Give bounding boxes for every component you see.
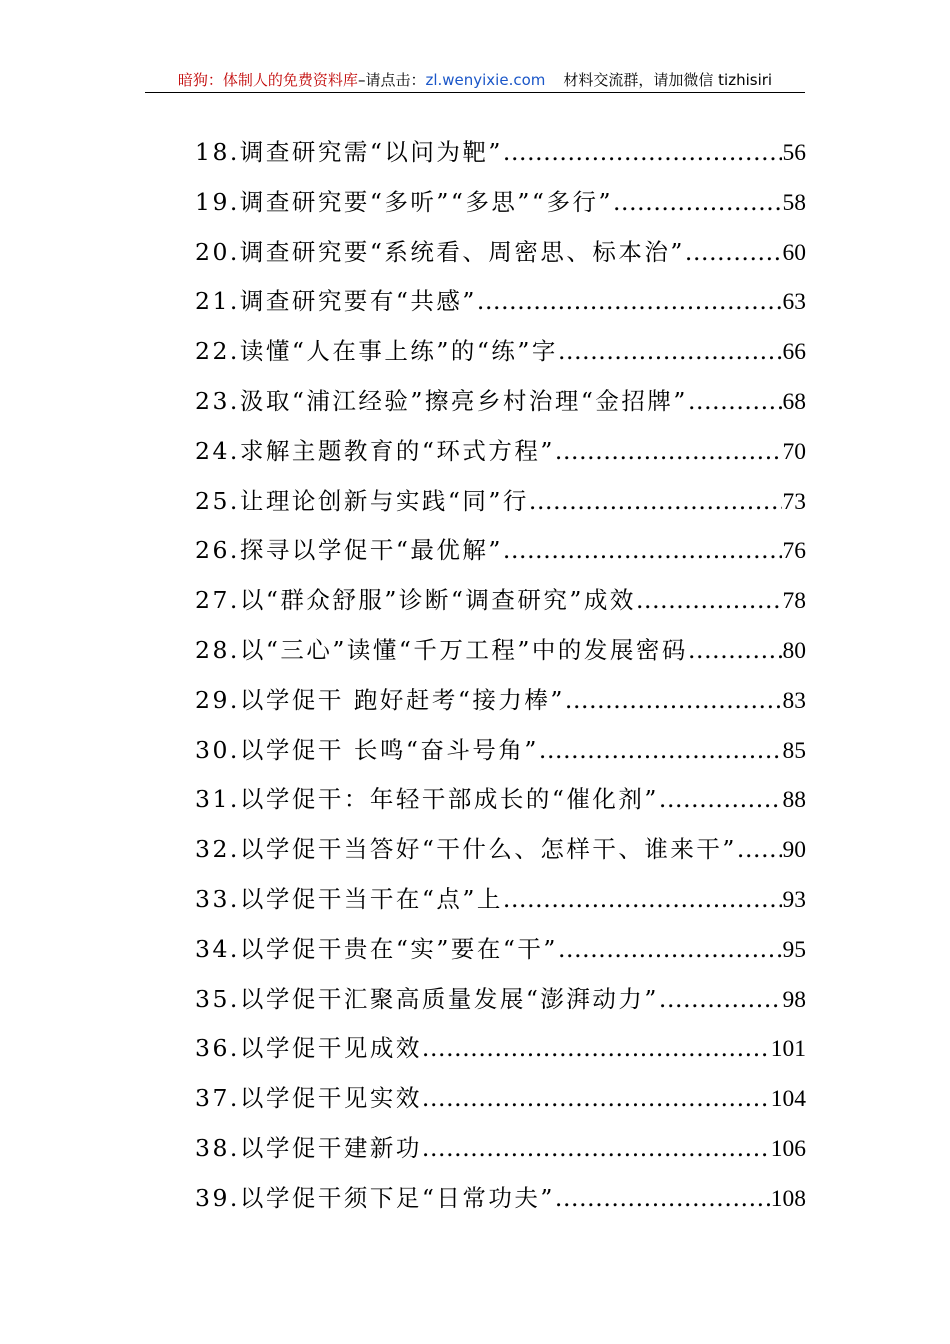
toc-dot-leader [636,580,782,620]
header-group-text: 材料交流群，请加微信 tizhisiri [563,71,773,89]
toc-entry-page-number: 101 [770,1036,806,1063]
toc-entry-page-number: 88 [782,787,806,814]
toc-dot-leader [565,680,782,720]
header-link[interactable]: zl.wenyixie.com [425,71,546,89]
toc-entry-page-number: 58 [782,189,806,216]
toc-entry-page-number: 95 [782,936,806,963]
toc-entry-title: 29.以学促干 跑好赶考“接力棒” [195,685,565,714]
toc-entry-page-number: 80 [782,637,806,664]
toc-entry[interactable] [195,829,806,879]
toc-entry[interactable] [195,1128,806,1178]
toc-entry[interactable] [195,232,806,282]
toc-entry-title: 36.以学促干见成效 [195,1034,422,1063]
toc-dot-leader [555,431,782,471]
page-header [145,68,805,93]
toc-entry-page-number: 70 [782,438,806,465]
toc-entry-page-number: 63 [782,289,806,316]
toc-entry[interactable] [195,530,806,580]
toc-entry-title: 35.以学促干汇聚高质量发展“澎湃动力” [195,984,659,1013]
header-prompt-text: –请点击： [357,71,426,89]
toc-entry-title: 31.以学促干：年轻干部成长的“催化剂” [195,785,659,814]
toc-dot-leader [539,730,782,770]
toc-entry-title: 37.以学促干见实效 [195,1084,422,1113]
toc-entry-page-number: 83 [782,687,806,714]
toc-entry[interactable] [195,281,806,331]
toc-entry[interactable] [195,1178,806,1228]
toc-entry[interactable] [195,879,806,929]
toc-entry-page-number: 73 [782,488,806,515]
toc-entry-title: 22.读懂“人在事上练”的“练”字 [195,337,558,366]
toc-entry[interactable] [195,1028,806,1078]
toc-entry-title: 30.以学促干 长鸣“奋斗号角” [195,735,539,764]
toc-entry-title: 28.以“三心”读懂“千万工程”中的发展密码 [195,635,688,664]
toc-entry-page-number: 104 [770,1086,806,1113]
toc-entry[interactable] [195,730,806,780]
toc-entry-page-number: 90 [782,837,806,864]
toc-entry-title: 25.让理论创新与实践“同”行 [195,486,529,515]
toc-dot-leader [688,381,782,421]
toc-entry[interactable] [195,182,806,232]
toc-entry[interactable] [195,481,806,531]
toc-entry-title: 18.调查研究需“以问为靶” [195,138,503,166]
toc-dot-leader [558,929,782,969]
toc-dot-leader [558,331,782,371]
toc-dot-leader [529,481,782,521]
toc-dot-leader [503,530,782,570]
toc-dot-leader [477,281,782,321]
toc-dot-leader [422,1028,770,1068]
toc-entry-page-number: 106 [770,1135,806,1162]
toc-entry-page-number: 68 [782,388,806,415]
toc-dot-leader [685,232,782,272]
toc-entry[interactable] [195,431,806,481]
toc-entry-page-number: 85 [782,737,806,764]
toc-entry-page-number: 66 [782,339,806,366]
toc-entry[interactable] [195,929,806,979]
toc-entry-title: 24.求解主题教育的“环式方程” [195,436,555,465]
toc-entry[interactable] [195,580,806,630]
toc-entry-page-number: 93 [782,886,806,913]
toc-dot-leader [659,979,782,1019]
toc-entry[interactable] [195,1078,806,1128]
toc-dot-leader [503,132,782,172]
toc-entry-page-number: 98 [782,986,806,1013]
toc-entry-title: 38.以学促干建新功 [195,1133,422,1162]
toc-entry-title: 32.以学促干当答好“干什么、怎样干、谁来干” [195,835,737,864]
toc-entry[interactable] [195,132,806,182]
toc-entry-title: 20.调查研究要“系统看、周密思、标本治” [195,237,685,266]
toc-entry-title: 21.调查研究要有“共感” [195,287,477,316]
toc-entry-title: 26.探寻以学促干“最优解” [195,536,503,565]
toc-entry-page-number: 56 [782,140,806,166]
toc-entry-title: 19.调查研究要“多听”“多思”“多行” [195,187,613,216]
toc-dot-leader [659,779,782,819]
toc-dot-leader [503,879,782,919]
toc-entry[interactable] [195,979,806,1029]
toc-entry-page-number: 78 [782,588,806,615]
header-ad-text: 暗狗：体制人的免费资料库 [177,71,358,89]
toc-entry-page-number: 76 [782,538,806,565]
toc-entry-title: 34.以学促干贵在“实”要在“干” [195,934,558,963]
toc-entry[interactable] [195,630,806,680]
toc-entry-page-number: 108 [770,1185,806,1212]
toc-entry-title: 33.以学促干当干在“点”上 [195,884,503,913]
toc-entry-title: 27.以“群众舒服”诊断“调查研究”成效 [195,586,636,615]
toc-dot-leader [737,829,782,869]
toc-entry-title: 23.汲取“浦江经验”擦亮乡村治理“金招牌” [195,386,688,415]
toc-entry[interactable] [195,331,806,381]
toc-entry[interactable] [195,381,806,431]
toc-entry[interactable] [195,779,806,829]
toc-dot-leader [555,1178,770,1218]
toc-dot-leader [422,1078,770,1118]
toc-dot-leader [688,630,782,670]
toc-dot-leader [613,182,782,222]
toc-entry[interactable] [195,680,806,730]
toc-entry-page-number: 60 [782,239,806,266]
toc-dot-leader [422,1128,770,1168]
table-of-contents [195,132,806,1228]
toc-entry-title: 39.以学促干须下足“日常功夫” [195,1183,555,1212]
